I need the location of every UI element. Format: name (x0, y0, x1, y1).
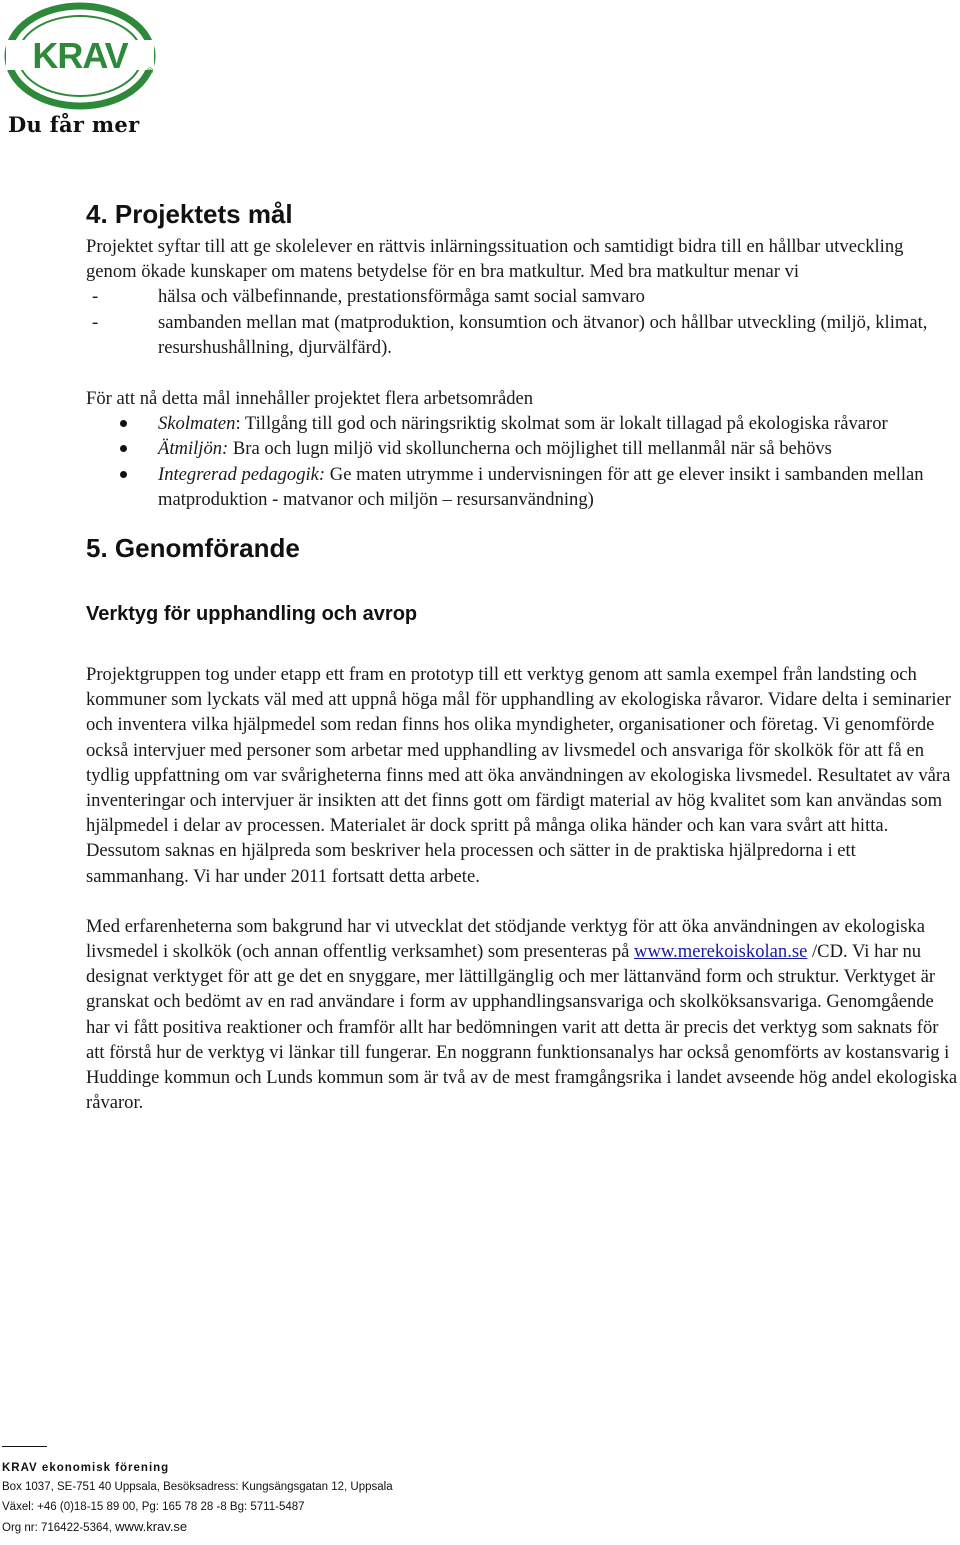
bullet-text: Ge maten utrymme i undervisningen för att ge elever insikt i sambanden mellan matproduktion - matvanor och miljön – resursanvändning) (158, 463, 924, 510)
goals-intro: För att nå detta mål innehåller projektet flera arbetsområden (86, 388, 534, 410)
footer-phone: Växel: +46 (0)18-15 89 00, Pg: 165 78 28 -8 Bg: 5711-5487 (2, 1500, 305, 1513)
krav-logo (4, 2, 156, 110)
footer-address: Box 1037, SE-751 40 Uppsala, Besöksadress: Kungsängsgatan 12, Uppsala (2, 1481, 393, 1493)
footer-web: www.krav.se (115, 1519, 188, 1534)
bullet-icon (120, 420, 127, 427)
paragraph-text: /CD. Vi har nu designat verktyget för att ge det en snyggare, mer lättillgänglig och mer lättanvänd form och struktur. Verktyget är granskat och bedömt av en rad användare i form av upphandlingsansvariga och skolköksansvariga. Genomgående har vi fått positiva reaktioner och framför allt har bedömningen varit att detta är precis det verktyg som saknats för att förstå hur de verktyg vi länkar till fungerar. En noggrann funktionsanalys har också genomförts av kostansvarig i Huddinge kommun och Lunds kommun som är två av de mest framgångsrika i landet avseende hög andel ekologiska råvaror. (86, 941, 958, 1114)
bullet-icon (120, 445, 127, 452)
paragraph-text: Med erfarenheterna som bakgrund har vi utvecklat det stödjande verktyg för att öka användningen av ekologiska livsmedel i skolkök (och annan offentlig verksamhet) som presenteras på (86, 915, 926, 963)
bullet-term: Integrerad pedagogik: (158, 463, 326, 485)
section5-subheading: Verktyg för upphandling och avrop (86, 603, 418, 626)
dash-list (86, 284, 958, 360)
footer (2, 1446, 602, 1539)
dash-item-text: sambanden mellan mat (matproduktion, konsumtion och ätvanor) och hållbar utveckling (miljö, klimat, resurshushållning, djurvälfärd). (158, 311, 928, 358)
bullet-text: Bra och lugn miljö vid skolluncherna och möjlighet till mellanmål när så behövs (228, 438, 832, 460)
list-item (86, 284, 958, 309)
section4-intro: Projektet syftar till att ge skolelever en rättvis inlärningssituation och samtidigt bidra till en hållbar utveckling genom ökade kunskaper om matens betydelse för en bra matkultur. Med bra matkultur menar vi (86, 236, 904, 283)
section5-paragraph-2 (86, 914, 958, 1116)
dash-mark: - (92, 286, 99, 308)
list-item (86, 462, 958, 512)
bullet-icon (120, 471, 127, 478)
merekoiskolan-link[interactable]: www.merekoiskolan.se (634, 941, 808, 963)
section5-paragraph-1: Projektgruppen tog under etapp ett fram en prototyp till ett verktyg genom att samla exempel från landsting och kommuner som lyckats väl med att uppnå höga mål för upphandling av ekologiska råvaror. Vidare delta i seminarier och inventera vilka hjälpmedel som redan finns hos olika myndigheter, organisationer och företag. Vi genomförde också intervjuer med personer som arbetar med upphandling av livsmedel och ansvariga för skolkök för att få en tydlig uppfattning om var svårigheterna finns med att öka användningen av ekologiska livsmedel. Resultatet av våra inventeringar och intervjuer är insikten att det finns gott om färdigt material av hög kvalitet som kan användas som hjälpmedel i delar av processen. Materialet är dock spritt på många olika händer och kan vara svårt att hitta. Dessutom saknas en hjälpreda som beskriver hela processen och sätter in de praktiska hjälpredorna i ett sammanhang. Vi har under 2011 fortsatt detta arbete. (86, 664, 951, 887)
bullet-term: Ätmiljön: (158, 438, 229, 460)
tagline: Du får mer (8, 112, 140, 137)
footer-orgnr-line (2, 1517, 602, 1539)
bullet-term: Skolmaten (158, 413, 236, 435)
document-body (86, 196, 958, 1115)
section4-heading: 4. Projektets mål (86, 199, 293, 229)
list-item (86, 411, 958, 436)
section5-heading: 5. Genomförande (86, 533, 300, 564)
bullet-list (86, 411, 958, 512)
logo-text: KRAV (32, 35, 128, 76)
bullet-text: : Tillgång till god och näringsriktig skolmat som är lokalt tillagad på ekologiska råvaror (235, 413, 888, 435)
logo-registered-mark: ® (146, 66, 154, 76)
list-item (86, 436, 958, 461)
footer-org: KRAV ekonomisk förening (2, 1462, 170, 1474)
dash-mark: - (92, 311, 99, 333)
footer-divider (2, 1446, 47, 1447)
dash-item-text: hälsa och välbefinnande, prestationsförmåga samt social samvaro (158, 286, 645, 308)
list-item (86, 310, 958, 360)
footer-orgnr: Org nr: 716422-5364, (2, 1522, 116, 1534)
